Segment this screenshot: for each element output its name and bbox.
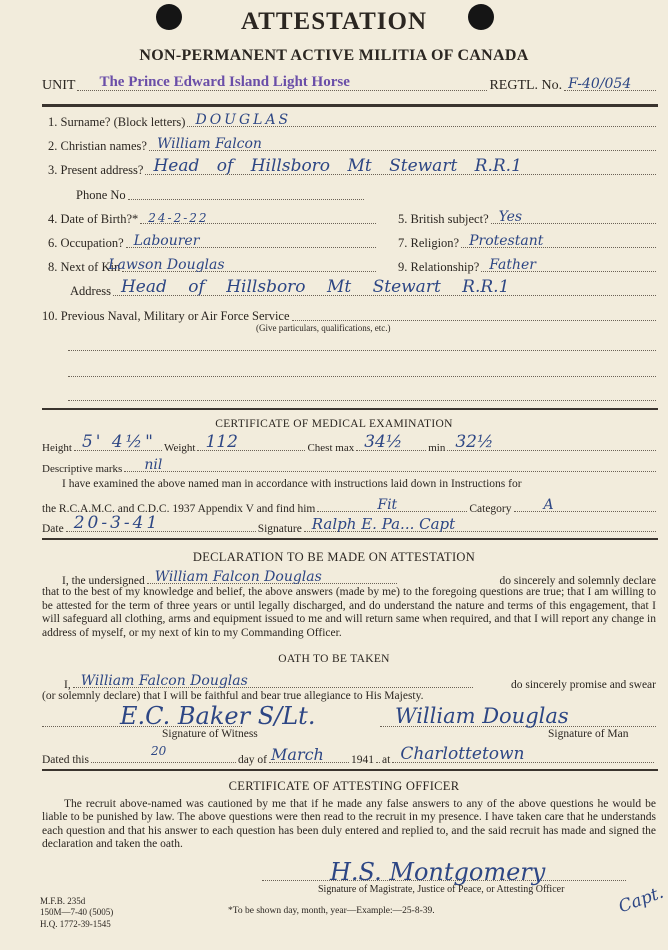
chest-min-value: 32½ bbox=[455, 432, 494, 452]
marks-row bbox=[42, 457, 658, 475]
day-of-label: day of bbox=[237, 754, 268, 766]
occupation-row bbox=[48, 233, 378, 251]
medical-text: I have examined the above named man in accordance with instructions laid down in Instructions for bbox=[62, 478, 522, 490]
service-row bbox=[42, 306, 658, 324]
oath-text: (or solemnly declare) that I will be faithful and bear true allegiance to His Majesty. bbox=[42, 690, 424, 702]
officer-signature: H.S. Montgomery bbox=[330, 858, 546, 886]
regtl-value: F-40/054 bbox=[568, 76, 632, 92]
medical-signature: Ralph E. Pa... Capt bbox=[311, 515, 456, 533]
declaration-body: that to the best of my knowledge and belief, the above answers (made by me) to the foregoing questions are true; that I am willing to be attested for the term of three years or until legally discharged, and do understand the nature and terms of this engagement, that I will safeguard all clothing, arms and equipment issued to me and will return same when required, and that I will report any change in address of myself, or my next of kin to my Commanding Officer. bbox=[42, 586, 656, 639]
dated-label: Dated this bbox=[42, 754, 89, 766]
field-label: 1. Surname? (Block letters) bbox=[48, 115, 186, 129]
relationship-row bbox=[398, 257, 658, 275]
british-value: Yes bbox=[498, 209, 523, 225]
dated-row bbox=[42, 744, 656, 766]
height-label: Height bbox=[42, 442, 72, 454]
signature-label: Signature bbox=[257, 523, 302, 535]
weight-label: Weight bbox=[163, 442, 196, 454]
kin-value: Lawson Douglas bbox=[108, 257, 225, 273]
year-value: 1941 bbox=[351, 754, 375, 766]
address-value: Head of Hillsboro Mt Stewart R.R.1 bbox=[153, 156, 522, 176]
oath-name-row bbox=[42, 673, 656, 691]
field-label: 9. Relationship? bbox=[398, 260, 480, 274]
dob-value: 24-2-22 bbox=[148, 211, 209, 225]
field-label: 10. Previous Naval, Military or Air Force Service bbox=[42, 309, 290, 323]
fit-value: Fit bbox=[377, 497, 398, 513]
field-label: 5. British subject? bbox=[398, 212, 489, 226]
dob-row bbox=[48, 209, 378, 227]
witness-signature: E.C. Baker S/Lt. bbox=[120, 702, 316, 730]
category-value: A bbox=[543, 497, 554, 513]
date-label: Date bbox=[42, 523, 64, 535]
field-label: 6. Occupation? bbox=[48, 236, 124, 250]
divider bbox=[42, 104, 658, 107]
witness-label: Signature of Witness bbox=[162, 728, 258, 740]
form-code: 150M—7-40 (5005) bbox=[40, 907, 114, 917]
height-value: 5' 4½" bbox=[81, 432, 156, 452]
phone-row bbox=[76, 185, 366, 203]
at-label: at bbox=[382, 754, 391, 766]
officer-rank: Capt. bbox=[615, 882, 667, 918]
date-value: 20-3-41 bbox=[73, 513, 161, 533]
surname-row bbox=[48, 112, 658, 130]
service-line bbox=[68, 376, 656, 377]
min-label: min bbox=[428, 442, 446, 454]
man-signature: William Douglas bbox=[395, 704, 569, 728]
date-format-note: *To be shown day, month, year—Example:—25-8-39. bbox=[228, 906, 435, 916]
field-label: Phone No bbox=[76, 188, 126, 202]
chest-label: Chest max bbox=[307, 442, 355, 454]
oath-prefix: I, bbox=[64, 679, 71, 691]
declaration-name-row bbox=[62, 569, 656, 587]
divider bbox=[42, 769, 658, 771]
oath-text: do sincerely promise and swear bbox=[511, 679, 656, 691]
officer-body: The recruit above-named was cautioned by me that if he made any false answers to any of the above questions he would be liable to be punished by law. The above questions were then read to the recruit in my presence. I have taken care that he understands each question and that his answer to each question has been duly entered and replied to, and the said recruit has made and signed the declaration and taken the oath. bbox=[42, 798, 656, 851]
day-value: 20 bbox=[150, 744, 167, 758]
christian-value: William Falcon bbox=[156, 136, 262, 152]
chest-max-value: 34½ bbox=[364, 432, 403, 452]
british-row bbox=[398, 209, 658, 227]
religion-value: Protestant bbox=[469, 233, 544, 249]
religion-row bbox=[398, 233, 658, 251]
surname-value: DOUGLAS bbox=[195, 112, 292, 128]
medical-title: CERTIFICATE OF MEDICAL EXAMINATION bbox=[215, 418, 453, 430]
page-subtitle: NON-PERMANENT ACTIVE MILITIA OF CANADA bbox=[139, 47, 529, 64]
page-title: ATTESTATION bbox=[240, 8, 428, 35]
oath-title: OATH TO BE TAKEN bbox=[278, 653, 390, 665]
marks-value: nil bbox=[144, 457, 163, 473]
field-label: 7. Religion? bbox=[398, 236, 460, 250]
oath-name: William Falcon Douglas bbox=[80, 673, 248, 689]
measurements-row bbox=[42, 432, 658, 454]
officer-title: CERTIFICATE OF ATTESTING OFFICER bbox=[228, 779, 460, 793]
man-label: Signature of Man bbox=[548, 728, 629, 740]
declarant-name: William Falcon Douglas bbox=[154, 569, 322, 585]
officer-signature-label: Signature of Magistrate, Justice of Peace, or Attesting Officer bbox=[318, 884, 565, 895]
month-value: March bbox=[271, 745, 324, 764]
form-code: H.Q. 1772-39-1545 bbox=[40, 919, 111, 929]
regtl-label: REGTL. No. bbox=[489, 78, 563, 93]
declaration-prefix: I, the undersigned bbox=[62, 575, 145, 587]
divider bbox=[42, 538, 658, 540]
kin-row bbox=[48, 257, 378, 275]
service-line bbox=[68, 400, 656, 401]
relationship-value: Father bbox=[489, 257, 536, 273]
kin-address-value: Head of Hillsboro Mt Stewart R.R.1 bbox=[120, 277, 510, 297]
place-value: Charlottetown bbox=[400, 744, 525, 764]
medical-text: the R.C.A.M.C. and C.D.C. 1937 Appendix V and find him bbox=[42, 503, 316, 515]
unit-label: UNIT bbox=[42, 78, 76, 93]
marks-label: Descriptive marks bbox=[42, 463, 123, 475]
divider bbox=[42, 408, 658, 410]
christian-row bbox=[48, 136, 658, 154]
field-label: 2. Christian names? bbox=[48, 139, 147, 153]
category-label: Category bbox=[469, 503, 512, 515]
field-label: Address bbox=[70, 284, 111, 298]
service-line bbox=[68, 350, 656, 351]
service-note: (Give particulars, qualifications, etc.) bbox=[256, 323, 391, 333]
declaration-text: do sincerely and solemnly declare bbox=[499, 575, 656, 587]
kin-address-row bbox=[70, 277, 658, 299]
address-row bbox=[48, 156, 658, 178]
field-label: 8. Next of Kin bbox=[48, 260, 121, 274]
medical-date-row bbox=[42, 513, 658, 535]
field-label: 4. Date of Birth?* bbox=[48, 212, 139, 226]
weight-value: 112 bbox=[205, 432, 238, 452]
field-label: 3. Present address? bbox=[48, 163, 144, 177]
occupation-value: Labourer bbox=[133, 233, 200, 249]
declaration-title: DECLARATION TO BE MADE ON ATTESTATION bbox=[192, 550, 476, 564]
unit-value: The Prince Edward Island Light Horse bbox=[99, 74, 350, 90]
form-code: M.F.B. 235d bbox=[40, 896, 86, 906]
unit-row bbox=[42, 76, 658, 94]
